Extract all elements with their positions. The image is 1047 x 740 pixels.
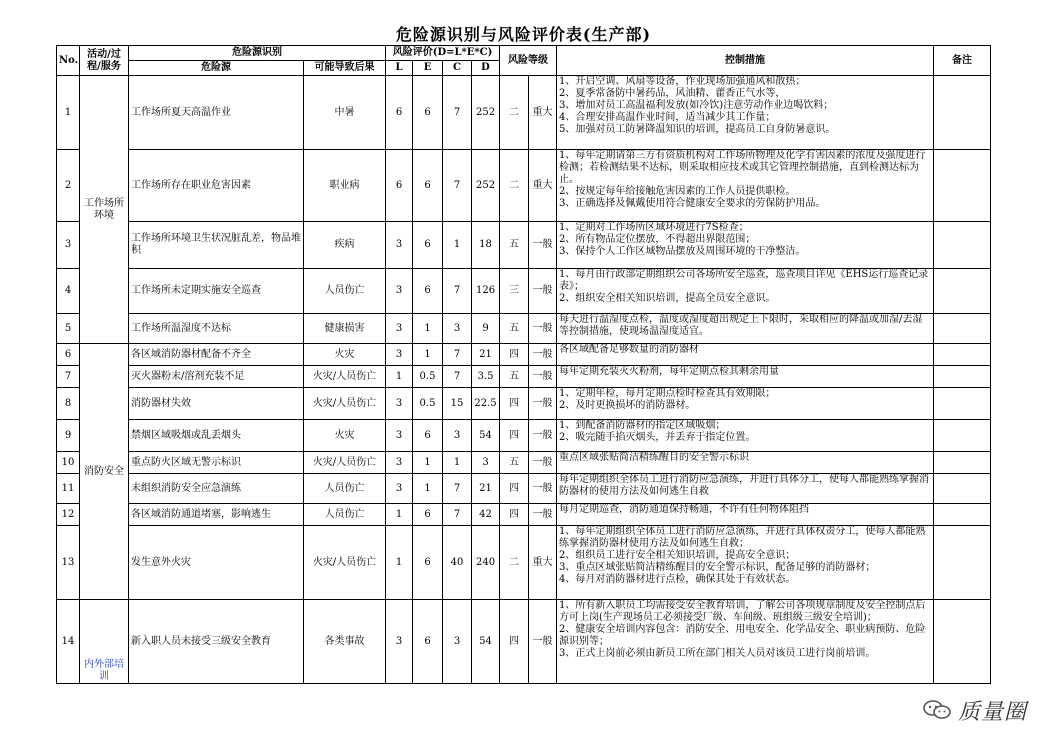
area-workplace: 工作场所环境 [80,76,129,344]
row-L: 3 [386,222,413,269]
row-remark [934,600,991,684]
col-C: C [443,61,472,76]
row-no: 1 [57,76,80,150]
row-L: 3 [386,269,413,314]
table-row [57,269,991,314]
table-row [57,344,991,366]
row-no: 12 [57,504,80,526]
row-grade: 五 [500,222,529,269]
table-row [57,222,991,269]
row-grade: 四 [500,504,529,526]
row-D: 252 [472,150,500,222]
row-level: 一般 [529,388,557,420]
watermark-text: 质量圈 [957,699,1027,725]
row-remark [934,504,991,526]
table-row [57,526,991,600]
row-C: 7 [443,344,472,366]
row-control: 每月定期巡查，消防通道保持畅通，不许有任何物体阻挡 [557,504,934,526]
table-row [57,452,991,474]
row-control: 1、每年定期组织全体员工进行消防应急演练，并进行具体权责分工，使每人都能熟练掌握消防器材使用方法及如何逃生自救； 2、组织员工进行安全相关知识培训，提高安全意识； 3、重点区域张贴简洁精练醒目的安全警示标识，配备足够的消防器材； 4、每月对消防器材进行点检，确保其处于有效状态。 [557,526,934,600]
row-hazard: 发生意外火灾 [129,526,304,600]
row-D: 21 [472,474,500,504]
row-E: 1 [413,314,443,344]
row-grade: 五 [500,366,529,388]
col-consequence: 可能导致后果 [304,61,386,76]
row-C: 7 [443,76,472,150]
row-L: 6 [386,150,413,222]
row-E: 6 [413,222,443,269]
table-body [57,76,991,684]
sheet-title: 危险源识别与风险评价表(生产部) [395,25,652,44]
row-D: 126 [472,269,500,314]
row-no: 2 [57,150,80,222]
area-training: 内外部培训 [80,600,129,684]
row-remark [934,474,991,504]
row-L: 3 [386,420,413,452]
col-remark: 备注 [934,46,991,76]
row-control: 各区域配备足够数量的消防器材 [557,344,934,366]
row-control: 每年定期充装灭火粉剂，每年定期点检其剩余用量 [557,366,934,388]
row-consequence: 人员伤亡 [304,474,386,504]
row-E: 0.5 [413,388,443,420]
row-L: 3 [386,452,413,474]
row-remark [934,452,991,474]
row-C: 3 [443,420,472,452]
row-hazard: 工作场所存在职业危害因素 [129,150,304,222]
table-row [57,600,991,684]
row-D: 22.5 [472,388,500,420]
row-no: 11 [57,474,80,504]
row-level: 一般 [529,344,557,366]
row-remark [934,526,991,600]
row-E: 6 [413,150,443,222]
row-hazard: 工作场所温湿度不达标 [129,314,304,344]
row-remark [934,150,991,222]
row-E: 1 [413,452,443,474]
col-control: 控制措施 [557,46,934,76]
row-remark [934,420,991,452]
row-control: 1、每月由行政部定期组织公司各场所安全巡查，巡查项目详见《EHS运行巡查记录表》； 2、组织安全相关知识培训，提高全员安全意识。 [557,269,934,314]
row-L: 1 [386,526,413,600]
table-row [57,314,991,344]
row-E: 6 [413,269,443,314]
row-C: 3 [443,600,472,684]
row-consequence: 中暑 [304,76,386,150]
row-L: 3 [386,314,413,344]
row-consequence: 疾病 [304,222,386,269]
table-row [57,504,991,526]
row-grade: 二 [500,76,529,150]
row-remark [934,388,991,420]
row-consequence: 火灾/人员伤亡 [304,526,386,600]
row-hazard: 消防器材失效 [129,388,304,420]
row-no: 14 [57,600,80,684]
row-remark [934,314,991,344]
row-grade: 二 [500,150,529,222]
row-L: 3 [386,600,413,684]
col-risk-eval: 风险评价(D=L*E*C) [386,46,500,61]
row-hazard: 新入职人员未接受三级安全教育 [129,600,304,684]
table-row [57,76,991,150]
row-no: 5 [57,314,80,344]
row-D: 54 [472,600,500,684]
row-consequence: 火灾/人员伤亡 [304,366,386,388]
row-L: 1 [386,504,413,526]
row-remark [934,76,991,150]
row-C: 1 [443,222,472,269]
row-C: 7 [443,504,472,526]
row-E: 1 [413,474,443,504]
col-risk-level: 风险等级 [500,46,557,76]
row-no: 13 [57,526,80,600]
row-grade: 五 [500,452,529,474]
row-level: 一般 [529,474,557,504]
col-D: D [472,61,500,76]
table-row [57,420,991,452]
row-level: 一般 [529,269,557,314]
area-fire-safety: 消防安全 [80,344,129,600]
row-C: 7 [443,269,472,314]
row-C: 7 [443,150,472,222]
row-E: 6 [413,504,443,526]
row-grade: 四 [500,388,529,420]
col-hazard-group: 危险源识别 [129,46,386,61]
row-D: 252 [472,76,500,150]
row-D: 9 [472,314,500,344]
table-row [57,388,991,420]
row-hazard: 工作场所环境卫生状况脏乱差，物品堆积 [129,222,304,269]
row-level: 一般 [529,420,557,452]
row-consequence: 人员伤亡 [304,504,386,526]
row-E: 1 [413,344,443,366]
row-no: 9 [57,420,80,452]
row-hazard: 工作场所未定期实施安全巡查 [129,269,304,314]
row-E: 6 [413,76,443,150]
row-C: 7 [443,474,472,504]
row-grade: 五 [500,314,529,344]
row-grade: 三 [500,269,529,314]
row-level: 重大 [529,150,557,222]
row-consequence: 火灾 [304,344,386,366]
row-hazard: 灭火器粉末/溶剂充装不足 [129,366,304,388]
row-L: 3 [386,388,413,420]
row-consequence: 各类事故 [304,600,386,684]
row-level: 一般 [529,504,557,526]
row-level: 一般 [529,600,557,684]
row-hazard: 各区域消防器材配备不齐全 [129,344,304,366]
row-hazard: 禁烟区域吸烟或乱丢烟头 [129,420,304,452]
row-C: 3 [443,314,472,344]
row-L: 3 [386,344,413,366]
row-D: 3.5 [472,366,500,388]
row-L: 1 [386,366,413,388]
row-consequence: 火灾 [304,420,386,452]
row-grade: 四 [500,344,529,366]
row-control: 每年定期组织全体员工进行消防应急演练，并进行具体分工，使每人都能熟练掌握消防器材的使用方法及如何逃生自救 [557,474,934,504]
row-control: 每天进行温湿度点检，温度或湿度超出规定上下限时，采取相应的降温或加湿/去湿等控制措施，使现场温湿度适宜。 [557,314,934,344]
row-grade: 二 [500,526,529,600]
row-D: 18 [472,222,500,269]
row-no: 3 [57,222,80,269]
row-grade: 四 [500,420,529,452]
row-control: 重点区域张贴简洁精练醒目的安全警示标识 [557,452,934,474]
row-consequence: 职业病 [304,150,386,222]
row-consequence: 火灾/人员伤亡 [304,388,386,420]
watermark [916,690,1033,730]
col-activity: 活动/过程/服务 [80,46,129,76]
row-level: 一般 [529,314,557,344]
row-L: 3 [386,474,413,504]
row-level: 一般 [529,222,557,269]
risk-assessment-table [56,45,991,684]
row-L: 6 [386,76,413,150]
row-remark [934,344,991,366]
row-remark [934,269,991,314]
row-E: 6 [413,420,443,452]
row-C: 7 [443,366,472,388]
row-D: 42 [472,504,500,526]
row-hazard: 未组织消防安全应急演练 [129,474,304,504]
row-consequence: 健康损害 [304,314,386,344]
row-D: 21 [472,344,500,366]
row-remark [934,366,991,388]
row-level: 重大 [529,526,557,600]
row-hazard: 重点防火区域无警示标识 [129,452,304,474]
row-control: 1、定期对工作场所区域环境进行7S检查； 2、所有物品定位摆放，不得超出界限范围； 3、保持个人工作区域物品摆放及周围环境的干净整洁。 [557,222,934,269]
row-level: 一般 [529,366,557,388]
row-control: 1、开启空调、风扇等设备，作业现场加强通风和散热； 2、夏季常备防中暑药品，风油精、藿香正气水等， 3、增加对员工高温福利发放(如冷饮)注意劳动作业边喝饮料； 4、合理安排高温作业时间，适当减少其工作量； 5、加强对员工防暑降温知识的培训，提高员工自身防暑意识。 [557,76,934,150]
row-control: 1、定期年检，每月定期点检时检查其有效期限； 2、及时更换损坏的消防器材。 [557,388,934,420]
row-level: 重大 [529,76,557,150]
row-D: 54 [472,420,500,452]
col-E: E [413,61,443,76]
row-C: 15 [443,388,472,420]
wechat-icon [922,699,952,721]
row-no: 10 [57,452,80,474]
row-C: 40 [443,526,472,600]
row-consequence: 人员伤亡 [304,269,386,314]
row-D: 240 [472,526,500,600]
row-D: 3 [472,452,500,474]
row-consequence: 火灾/人员伤亡 [304,452,386,474]
col-hazard: 危险源 [129,61,304,76]
row-hazard: 各区域消防通道堵塞，影响逃生 [129,504,304,526]
row-grade: 四 [500,474,529,504]
row-E: 6 [413,526,443,600]
row-grade: 四 [500,600,529,684]
table-row [57,474,991,504]
table-row [57,150,991,222]
row-E: 0.5 [413,366,443,388]
row-no: 7 [57,366,80,388]
row-C: 1 [443,452,472,474]
row-control: 1、所有新入职员工均需接受安全教育培训，了解公司各项规章制度及安全控制点后方可上岗(生产现场员工必须接受厂级、车间级、班组级三级安全培训)； 2、健康安全培训内容包含：消防安全、用电安全、化学品安全、职业病预防、危险源识别等； 3、正式上岗前必须由新员工所在部门相关人员对该员工进行岗前培训。 [557,600,934,684]
col-L: L [386,61,413,76]
row-no: 6 [57,344,80,366]
row-E: 6 [413,600,443,684]
row-control: 1、每年定期请第三方有资质机构对工作场所物理及化学有害因素的浓度及强度进行检测；若检测结果不达标，则采取相应技术或其它管理控制措施，直到检测达标为止。 2、按规定每年给接触危害因素的工作人员提供职检。 3、正确选择及佩戴使用符合健康安全要求的劳保防护用品。 [557,150,934,222]
table-row [57,366,991,388]
row-no: 4 [57,269,80,314]
row-control: 1、到配备消防器材的指定区域吸烟； 2、吸完随手掐灭烟头，并丢弃于指定位置。 [557,420,934,452]
row-level: 一般 [529,452,557,474]
row-hazard: 工作场所夏天高温作业 [129,76,304,150]
col-no: No. [57,46,80,76]
row-no: 8 [57,388,80,420]
row-remark [934,222,991,269]
